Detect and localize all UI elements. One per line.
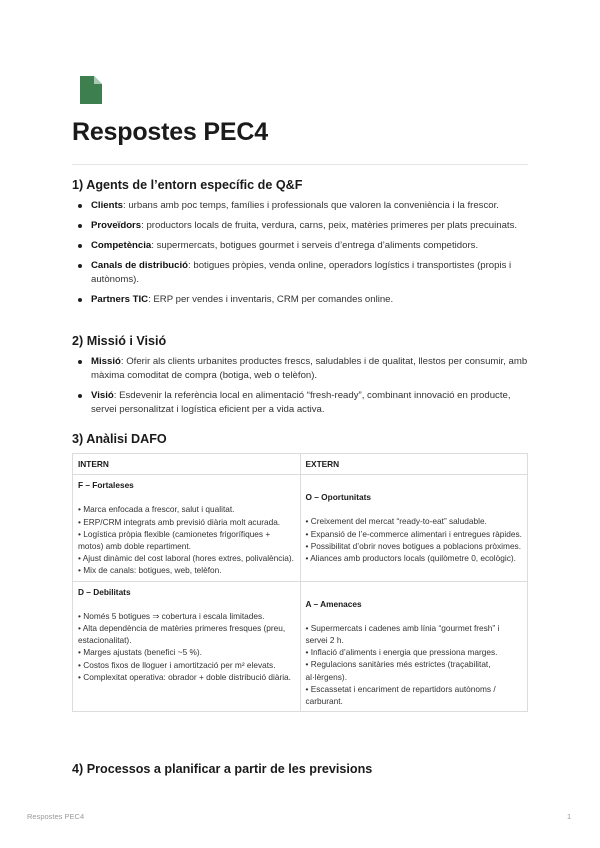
agents-list [72,199,528,313]
amenaces-cell: A – Amenaces • Supermercats i cadenes amb línia “gourmet fresh” i servei 2 h. • Inflació d’aliments i energia que pressiona marges. • Regulacions sanitàries més estrictes (traçabilitat, al·lèrgens). • Escassetat i encariment de repartidors autònoms / carburant. [300,581,528,712]
list-item: Proveïdors: productors locals de fruita, verdura, carns, peix, matèries primeres per plats precuinats. [72,219,528,233]
list-item: Competència: supermercats, botigues gourmet i serveis d’entrega d’aliments competidors. [72,239,528,253]
list-item: Partners TIC: ERP per vendes i inventaris, CRM per comandes online. [72,293,528,307]
column-header-intern: INTERN [73,454,301,475]
oportunitats-cell: O – Oportunitats • Creixement del mercat “ready-to-eat” saludable. • Expansió de l’e-commerce alimentari i entregues ràpides. • Possibilitat d’obrir noves botigues a poblacions pròximes. • Aliances amb productors locals (quilòmetre 0, ecològic). [300,475,528,581]
section-heading-processes: 4) Processos a planificar a partir de les previsions [72,762,373,776]
page-title: Respostes PEC4 [72,118,268,146]
section-heading-mission: 2) Missió i Visió [72,334,167,348]
footer-page-number: 1 [567,812,572,821]
list-item: Missió: Oferir als clients urbanites productes frescs, saludables i de qualitat, llestos per consumir, amb màxima comoditat de compra (botiga, web o telèfon). [72,355,528,383]
document-icon [80,76,102,104]
column-header-extern: EXTERN [300,454,528,475]
debilitats-cell: D – Debilitats • Només 5 botigues ⇒ cobertura i escala limitades. • Alta dependència de matèries primeres fresques (preu, estacionalitat). • Marges ajustats (benefici ~5 %). • Costos fixos de lloguer i amortització per m² elevats. • Complexitat operativa: obrador + doble distribució diària. [73,581,301,712]
title-divider [72,164,528,165]
section-heading-dafo: 3) Anàlisi DAFO [72,432,167,446]
list-item: Clients: urbans amb poc temps, famílies i professionals que valoren la conveniència i la frescor. [72,199,528,213]
section-heading-agents: 1) Agents de l’entorn específic de Q&F [72,178,303,192]
list-item: Canals de distribució: botigues pròpies, venda online, operadors logístics i transportistes (propis i autònoms). [72,259,528,287]
dafo-table [72,453,528,712]
footer-doc-name: Respostes PEC4 [27,812,85,821]
mission-list [72,355,528,423]
fortaleses-cell: F – Fortaleses • Marca enfocada a frescor, salut i qualitat. • ERP/CRM integrats amb previsió diària molt acurada. • Logística pròpia flexible (camionetes frigorífiques + motos) amb doble repartiment. • Ajust dinàmic del cost laboral (hores extres, polivalència). • Mix de canals: botigues, web, telèfon. [73,475,301,581]
list-item: Visió: Esdevenir la referència local en alimentació “fresh-ready”, combinant innovació en producte, servei personalitzat i logística eficient per a vida activa. [72,389,528,417]
